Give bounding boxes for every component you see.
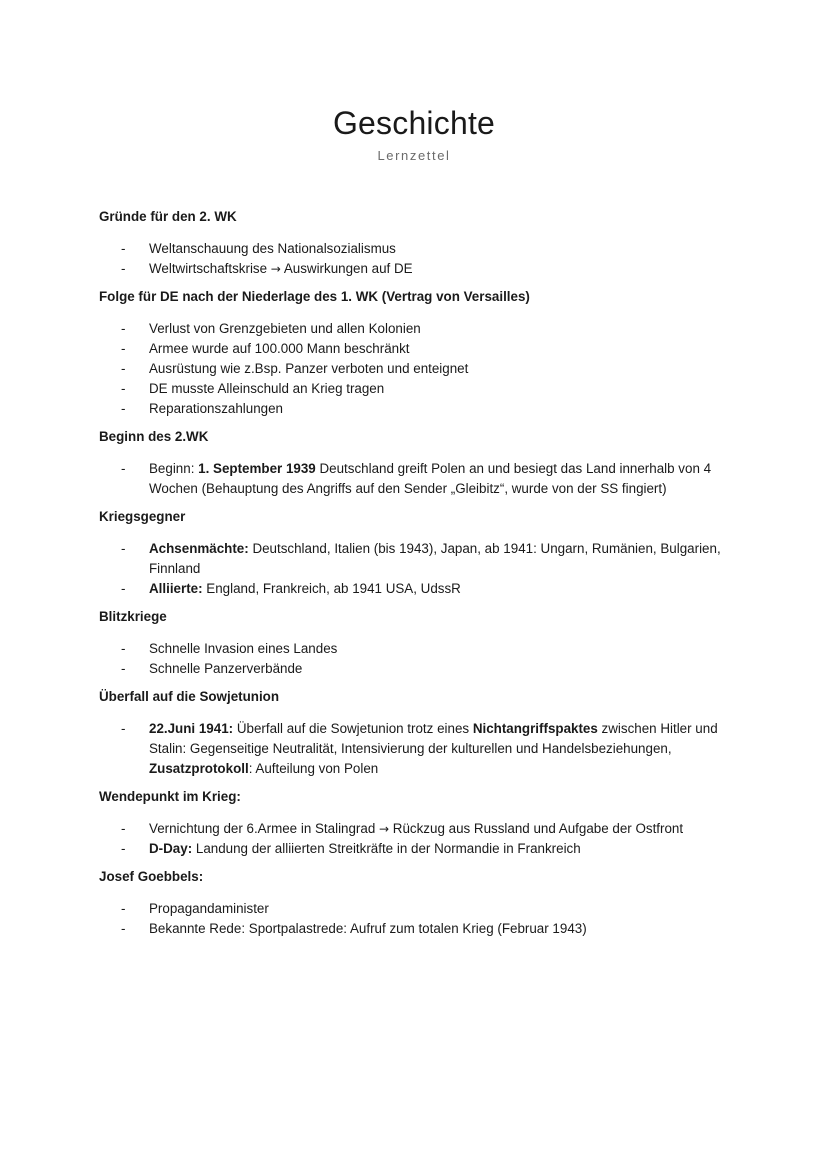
item-text: Ausrüstung wie z.Bsp. Panzer verboten und enteignet (149, 361, 469, 376)
document-subtitle: Lernzettel (377, 148, 451, 163)
list-item (99, 379, 749, 399)
bullet-dash: - (121, 821, 126, 836)
bullet-list (99, 539, 749, 599)
section-heading: Wendepunkt im Krieg: (99, 789, 241, 804)
item-text: Armee wurde auf 100.000 Mann beschränkt (149, 341, 410, 356)
item-text: : Aufteilung von Polen (248, 761, 379, 776)
item-text: DE musste Alleinschuld an Krieg tragen (149, 381, 385, 396)
section-heading: Kriegsgegner (99, 509, 186, 524)
section-heading: Josef Goebbels: (99, 869, 204, 884)
bullet-list (99, 459, 749, 499)
bullet-list (99, 639, 749, 679)
list-item (99, 339, 749, 359)
section-wendepunkt (99, 787, 749, 859)
list-item (99, 239, 749, 259)
bullet-dash: - (121, 841, 126, 856)
section-beginn (99, 427, 749, 499)
item-text: Deutschland, Italien (bis 1943), Japan, ab 1941: Ungarn, Rumänien, Bulgarien, Finnland (149, 541, 721, 576)
list-item (99, 719, 749, 779)
list-item (99, 319, 749, 339)
list-item (99, 579, 749, 599)
bullet-dash: - (121, 541, 126, 556)
list-item (99, 359, 749, 379)
section-kriegsgegner (99, 507, 749, 599)
item-text: Schnelle Panzerverbände (149, 661, 303, 676)
item-bold-text: 22.Juni 1941: (149, 721, 234, 736)
section-goebbels (99, 867, 749, 939)
item-text: Überfall auf die Sowjetunion trotz eines (233, 721, 473, 736)
bullet-list (99, 719, 749, 779)
item-bold-text: Nichtangriffspaktes (472, 721, 598, 736)
bullet-dash: - (121, 921, 126, 936)
bullet-list (99, 899, 749, 939)
item-text: England, Frankreich, ab 1941 USA, UdssR (202, 581, 461, 596)
item-text: Verlust von Grenzgebieten und allen Kolonien (149, 321, 421, 336)
item-text: Schnelle Invasion eines Landes (149, 641, 338, 656)
section-heading: Überfall auf die Sowjetunion (99, 689, 280, 704)
section-heading: Blitzkriege (99, 609, 167, 624)
item-bold-text: 1. September 1939 (198, 461, 316, 476)
item-bold-text: Alliierte: (149, 581, 203, 596)
section-folge (99, 287, 749, 419)
section-heading: Gründe für den 2. WK (99, 209, 237, 224)
bullet-dash: - (121, 661, 126, 676)
item-text: Auswirkungen auf DE (280, 261, 413, 276)
item-text: Propagandaminister (149, 901, 269, 916)
title-block (0, 103, 828, 165)
section-ueberfall (99, 687, 749, 779)
arrow-right-icon: → (379, 822, 390, 836)
item-text: Deutschland greift Polen an und besiegt das Land innerhalb von 4 Wochen (Behauptung des Angriffs auf den Sender „Gleibitz“, wurde von der SS fingiert) (149, 461, 712, 496)
item-text: Vernichtung der 6.Armee in Stalingrad (149, 821, 380, 836)
section-heading: Beginn des 2.WK (99, 429, 209, 444)
list-item (99, 839, 749, 859)
bullet-dash: - (121, 901, 126, 916)
item-text: Reparationszahlungen (149, 401, 284, 416)
bullet-dash: - (121, 721, 126, 736)
section-heading: Folge für DE nach der Niederlage des 1. WK (Vertrag von Versailles) (99, 289, 530, 304)
list-item (99, 659, 749, 679)
list-item (99, 639, 749, 659)
item-bold-text: Zusatzprotokoll (149, 761, 249, 776)
bullet-dash: - (121, 361, 126, 376)
item-text: Weltwirtschaftskrise (149, 261, 271, 276)
bullet-list (99, 319, 749, 419)
list-item (99, 899, 749, 919)
bullet-list (99, 239, 749, 279)
bullet-dash: - (121, 261, 126, 276)
list-item (99, 919, 749, 939)
bullet-dash: - (121, 641, 126, 656)
item-text: Weltanschauung des Nationalsozialismus (149, 241, 396, 256)
section-blitzkriege (99, 607, 749, 679)
bullet-dash: - (121, 381, 126, 396)
item-text: Landung der alliierten Streitkräfte in der Normandie in Frankreich (192, 841, 581, 856)
arrow-right-icon: → (270, 262, 281, 276)
bullet-dash: - (121, 341, 126, 356)
bullet-list (99, 819, 749, 859)
list-item (99, 399, 749, 419)
section-gruende (99, 207, 749, 279)
bullet-dash: - (121, 241, 126, 256)
item-bold-text: Achsenmächte: (149, 541, 249, 556)
item-text: Bekannte Rede: Sportpalastrede: Aufruf zum totalen Krieg (Februar 1943) (149, 921, 587, 936)
item-text: Rückzug aus Russland und Aufgabe der Ostfront (389, 821, 684, 836)
list-item (99, 259, 749, 279)
document-body (99, 207, 749, 947)
bullet-dash: - (121, 581, 126, 596)
bullet-dash: - (121, 461, 126, 476)
bullet-dash: - (121, 401, 126, 416)
item-text: zwischen Hitler und Stalin: Gegenseitige Neutralität, Intensivierung der kulturellen und Handelsbeziehungen, (149, 721, 718, 756)
item-bold-text: D-Day: (149, 841, 193, 856)
list-item (99, 819, 749, 839)
list-item (99, 459, 749, 499)
bullet-dash: - (121, 321, 126, 336)
item-text: Beginn: (149, 461, 199, 476)
document-title: Geschichte (332, 105, 496, 141)
list-item (99, 539, 749, 579)
